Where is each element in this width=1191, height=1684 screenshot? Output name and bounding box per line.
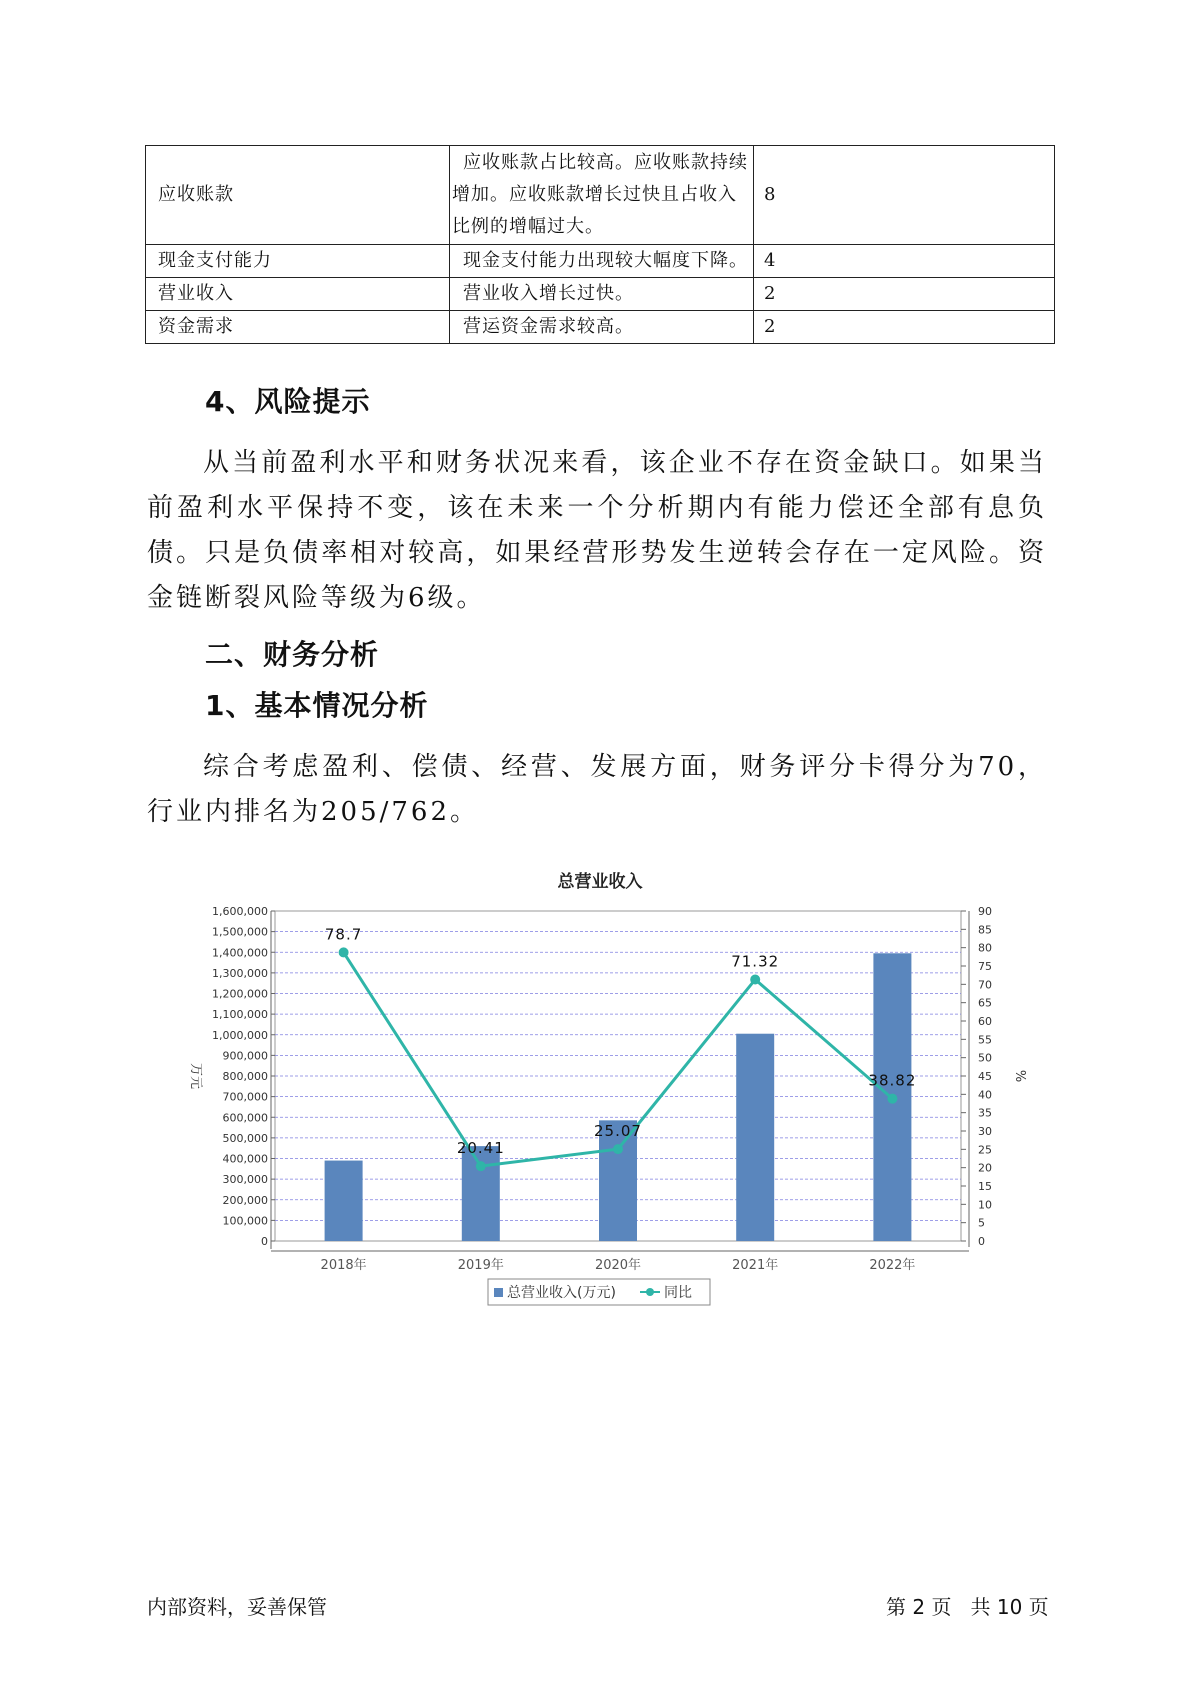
y-tick-label: 1,000,000 xyxy=(212,1028,268,1042)
yoy-data-label: 78.7 xyxy=(324,925,363,944)
table-cell-desc: 营运资金需求较高。 xyxy=(450,311,754,344)
yoy-point xyxy=(750,974,760,984)
y-right-tick-label: 75 xyxy=(978,960,992,973)
risk-table xyxy=(145,145,1055,344)
yoy-data-label: 25.07 xyxy=(594,1122,642,1141)
legend-line-marker xyxy=(646,1288,654,1296)
y-right-tick-label: 0 xyxy=(978,1235,985,1248)
yoy-point xyxy=(476,1161,486,1171)
table-row xyxy=(146,311,1055,344)
footer-page-number: 第 2 页 共 10 页 xyxy=(886,1595,1049,1619)
y-right-tick-label: 45 xyxy=(978,1070,992,1083)
y-right-tick-label: 70 xyxy=(978,978,992,992)
y-right-tick-label: 65 xyxy=(978,996,992,1010)
y-right-tick-label: 10 xyxy=(978,1198,992,1212)
y-tick-label: 1,300,000 xyxy=(212,966,268,980)
x-tick-label: 2019年 xyxy=(457,1258,504,1273)
x-tick-label: 2021年 xyxy=(732,1258,779,1273)
y-tick-label: 300,000 xyxy=(222,1173,268,1187)
y-axis-label-left: 万元 xyxy=(188,1062,203,1090)
y-axis-left xyxy=(212,905,275,1249)
table-cell-desc: 应收账款占比较高。应收账款持续增加。应收账款增长过快且占收入比例的增幅过大。 xyxy=(450,146,754,245)
y-tick-label: 500,000 xyxy=(222,1131,268,1145)
y-right-tick-label: 35 xyxy=(978,1106,992,1120)
y-tick-label: 1,500,000 xyxy=(212,925,268,939)
y-tick-label: 1,600,000 xyxy=(212,905,268,918)
table-cell-score: 8 xyxy=(754,146,1055,245)
y-right-tick-label: 85 xyxy=(978,923,992,937)
y-tick-label: 800,000 xyxy=(222,1070,268,1083)
table-cell-score: 4 xyxy=(754,245,1055,278)
y-tick-label: 1,200,000 xyxy=(212,987,268,1001)
chart-title: 总营业收入 xyxy=(557,872,643,892)
table-cell-score: 2 xyxy=(754,278,1055,311)
y-tick-label: 200,000 xyxy=(222,1193,268,1207)
y-right-tick-label: 25 xyxy=(978,1143,992,1157)
yoy-point xyxy=(887,1094,897,1104)
bar xyxy=(736,1034,774,1241)
y-axis-label-right: % xyxy=(1012,1069,1027,1083)
y-right-tick-label: 20 xyxy=(978,1161,992,1175)
y-right-tick-label: 40 xyxy=(978,1088,992,1102)
table-cell-item: 资金需求 xyxy=(146,311,450,344)
y-right-tick-label: 80 xyxy=(978,941,992,955)
section-heading-risk: 4、风险提示 xyxy=(205,385,371,418)
risk-paragraph: 从当前盈利水平和财务状况来看，该企业不存在资金缺口。如果当前盈利水平保持不变，该在未来一个分析期内有能力偿还全部有息负债。只是负债率相对较高，如果经营形势发生逆转会存在一定风险。资金链断裂风险等级为6级。 xyxy=(147,448,1047,613)
table-row xyxy=(146,245,1055,278)
y-tick-label: 100,000 xyxy=(222,1214,268,1228)
x-tick-label: 2018年 xyxy=(320,1258,367,1273)
table-cell-score: 2 xyxy=(754,311,1055,344)
table-row xyxy=(146,278,1055,311)
x-tick-label: 2020年 xyxy=(594,1258,642,1273)
table-cell-item: 现金支付能力 xyxy=(146,245,450,278)
y-tick-label: 900,000 xyxy=(222,1049,268,1063)
y-right-tick-label: 60 xyxy=(978,1015,992,1028)
y-axis-right xyxy=(961,905,992,1248)
table-cell-desc: 营业收入增长过快。 xyxy=(450,278,754,311)
y-tick-label: 1,100,000 xyxy=(212,1008,268,1022)
legend-label-revenue: 总营业收入(万元) xyxy=(507,1285,616,1301)
y-tick-label: 600,000 xyxy=(222,1111,268,1125)
table-row xyxy=(146,146,1055,245)
y-right-tick-label: 55 xyxy=(978,1033,992,1047)
y-tick-label: 400,000 xyxy=(222,1152,268,1166)
y-tick-label: 1,400,000 xyxy=(212,946,268,960)
yoy-point xyxy=(613,1144,623,1154)
finance-paragraph: 综合考虑盈利、偿债、经营、发展方面，财务评分卡得分为70，行业内排名为205/762。 xyxy=(147,752,1047,827)
subsection-heading-basic: 1、基本情况分析 xyxy=(205,689,429,722)
bar xyxy=(462,1146,500,1241)
yoy-point xyxy=(339,947,349,957)
y-right-tick-label: 5 xyxy=(978,1216,985,1230)
table-cell-item: 营业收入 xyxy=(146,278,450,311)
x-tick-label: 2022年 xyxy=(869,1258,916,1273)
footer-left: 内部资料，妥善保管 xyxy=(147,1595,327,1619)
y-tick-label: 0 xyxy=(261,1235,268,1248)
x-axis xyxy=(271,1251,969,1273)
legend-bar-swatch xyxy=(494,1288,503,1297)
yoy-data-label: 71.32 xyxy=(731,952,780,971)
bar xyxy=(325,1161,363,1241)
legend-label-yoy: 同比 xyxy=(664,1285,692,1301)
chart-legend xyxy=(488,1279,710,1305)
table-cell-desc: 现金支付能力出现较大幅度下降。 xyxy=(450,245,754,278)
y-right-tick-label: 50 xyxy=(978,1051,992,1065)
y-right-tick-label: 15 xyxy=(978,1180,992,1193)
revenue-chart xyxy=(170,860,1030,1320)
y-right-tick-label: 90 xyxy=(978,905,992,918)
table-cell-item: 应收账款 xyxy=(146,146,450,245)
y-tick-label: 700,000 xyxy=(222,1090,268,1104)
yoy-data-label: 38.82 xyxy=(868,1071,917,1090)
yoy-data-label: 20.41 xyxy=(456,1139,505,1158)
y-right-tick-label: 30 xyxy=(978,1125,992,1138)
section-heading-finance: 二、财务分析 xyxy=(205,638,380,671)
